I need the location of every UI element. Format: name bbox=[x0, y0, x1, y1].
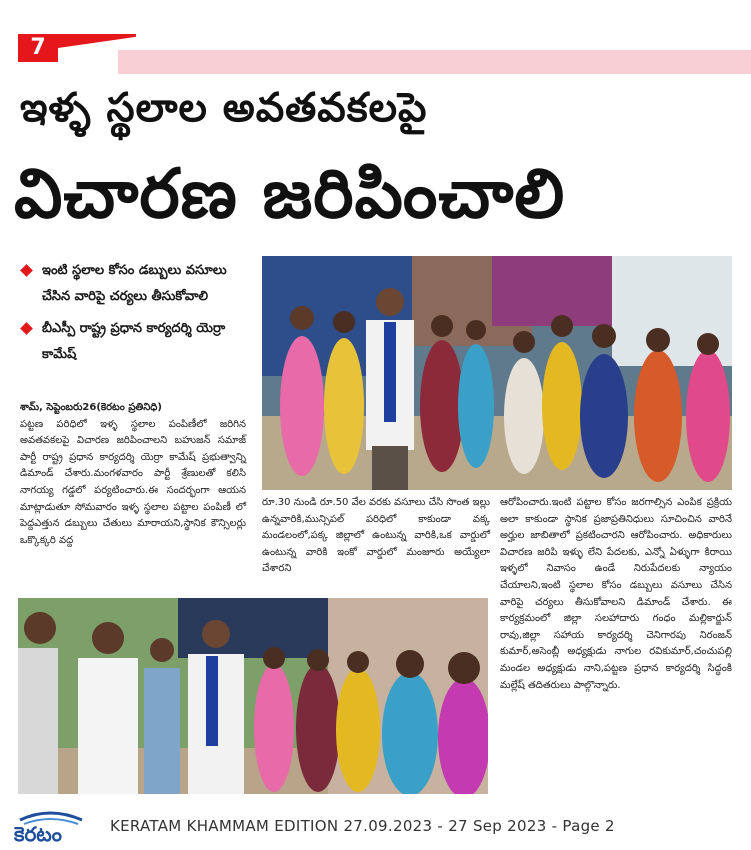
article-column-right: ఆరోపించారు.ఇంటి పట్టాల కోసం జరగాల్సిన ఎంపిక ప్రక్రియ అలా కాకుండా స్థానిక ప్రజాప్రతినిధులు సూచించిన వారినే అర్హుల జాబితాలో ప్రకటించారని ఆరోపించారు. అధికారులు విచారణ జరిపి ఇళ్ళు లేని పేదలకు, ఎన్నో ఏళ్ళుగా కిరాయి ఇళ్ళలో నివాసం ఉండే నిరుపేదలకు న్యాయం చేయాలని,ఇంటి స్థలాల కోసం డబ్బులు వసూలు చేసిన వారిపై చర్యలు తీసుకోవాలని డిమాండ్ చేశారు. ఈ కార్యక్రమంలో జిల్లా సలహాదారు గంధం మల్లికార్జున్ రావు,జిల్లా సహాయ కార్యదర్శి చెనిగారపు నిరంజన్ కుమార్,అసెంబ్లీ అధ్యక్షుడు నాగుల రవికుమార్,చంచుపల్లి మండల అధ్యక్షుడు నాని,పట్టణ ప్రధాన కార్యదర్శి సిద్ధంకి మల్లేష్ తదితరులు పాల్గొన్నారు. bbox=[500, 497, 732, 691]
article-column-middle: రూ.30 నుండి రూ.50 వేల వరకు వసూలు చేసి సొంత ఇల్లు ఉన్నవారికి,మున్సిపల్ పరిధిలో కాకుండా వక్క మండలంలో,పక్క జిల్లాలో ఉంటున్న వారికి,ఒక వార్డులో ఉంటున్న వారికి ఇంకో వార్డులో మంజూరు అయ్యేలా చేశారని bbox=[262, 497, 490, 575]
svg-text:కెరటం: కెరటం bbox=[14, 822, 62, 844]
meeting-photo-illustration bbox=[18, 598, 488, 794]
crowd-photo-illustration bbox=[262, 256, 732, 490]
bullet-item bbox=[20, 258, 252, 310]
bullet-text: ఇంటి స్థలాల కోసం డబ్బులు వసూలు చేసిన వారిపై చర్యలు తీసుకోవాలి bbox=[42, 263, 227, 304]
highlight-bullets bbox=[20, 258, 252, 374]
edition-footer-text: KERATAM KHAMMAM EDITION 27.09.2023 - 27 Sep 2023 - Page 2 bbox=[110, 817, 615, 835]
article-column-left bbox=[20, 400, 246, 549]
bullet-text: బీఎస్పీ రాష్ట్ర ప్రధాన కార్యదర్శి యెర్రా కామేష్ bbox=[42, 321, 226, 362]
diamond-bullet-icon bbox=[20, 322, 33, 335]
keratam-logo bbox=[10, 808, 90, 844]
headline-line-2: విచారణ జరిపించాలి bbox=[14, 155, 566, 234]
dateline: శామ్, సెప్టెంబరు26(కెరటం ప్రతినిధి) bbox=[20, 402, 162, 413]
header-band bbox=[118, 50, 751, 74]
article-photo-top bbox=[262, 256, 732, 490]
page-number-badge: 7 bbox=[18, 34, 58, 62]
article-photo-bottom bbox=[18, 598, 488, 794]
bullet-item bbox=[20, 316, 252, 368]
headline-line-1: ఇళ్ళ స్థలాల అవతవకలపై bbox=[20, 85, 428, 131]
page-footer bbox=[0, 806, 751, 850]
page-number-ribbon bbox=[58, 34, 136, 48]
article-text-left: పట్టణ పరిధిలో ఇళ్ళ స్థలాల పంపిణీలో జరిగిన అవతవకలపై విచారణ జరిపించాలని బహుజన్ సమాజ్ పార్టీ రాష్ట్ర ప్రధాన కార్యదర్శి యెర్రా కామేష్ ప్రభుత్వాన్ని డిమాండ్ చేశారు.మంగళవారం పార్టీ శ్రేణులతో కలిసి నాగయ్య గడ్డలో పర్యటించారు.ఈ సందర్భంగా ఆయన మాట్లాడుతూ సోమవారం ఇళ్ళ స్థలాల పట్టాల పంపిణీ లో పెద్దఎత్తున డబ్బులు చేతులు మారాయని,స్థానిక కౌన్సిలర్లు ఒక్కొక్కరి వద్ద bbox=[20, 418, 246, 546]
diamond-bullet-icon bbox=[20, 264, 33, 277]
